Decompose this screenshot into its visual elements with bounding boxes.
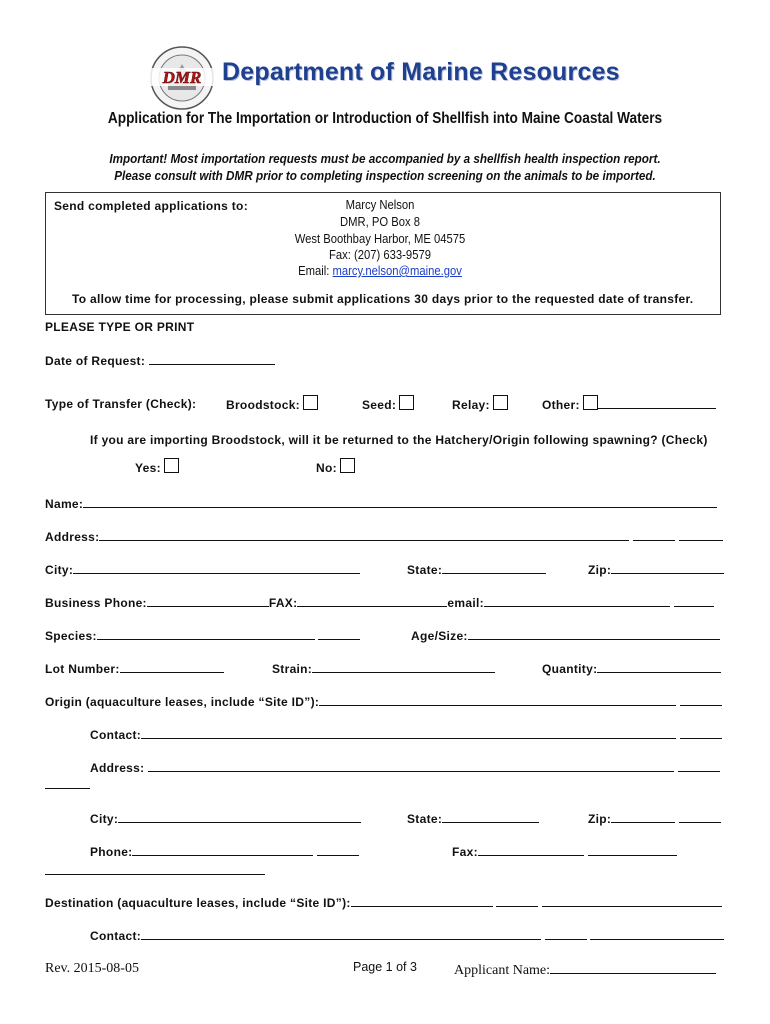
- origin-address-continuation[interactable]: [45, 776, 90, 794]
- transfer-type-label: Type of Transfer (Check):: [45, 397, 197, 411]
- send-to-label: Send completed applications to:: [54, 199, 248, 213]
- strain-row: Strain:: [272, 661, 495, 676]
- species-input-2[interactable]: [318, 628, 360, 640]
- origin-phone-continuation[interactable]: [45, 862, 265, 880]
- origin-fax-row: Fax:: [452, 844, 677, 859]
- origin-city-input[interactable]: [118, 811, 361, 823]
- contact-email-link[interactable]: marcy.nelson@maine.gov: [332, 264, 462, 278]
- origin-fax-input[interactable]: [478, 844, 584, 856]
- broodstock-checkbox[interactable]: [303, 395, 318, 410]
- origin-input[interactable]: [319, 694, 676, 706]
- destination-contact-input-2[interactable]: [545, 928, 587, 940]
- business-phone-input[interactable]: [147, 595, 269, 607]
- origin-address-row: Address:: [90, 760, 720, 775]
- destination-contact-input[interactable]: [141, 928, 541, 940]
- yes-option: Yes:: [135, 458, 179, 475]
- destination-contact-row: Contact:: [90, 928, 724, 943]
- dmr-seal-logo: [148, 44, 216, 112]
- origin-row: Origin (aquaculture leases, include “Site ID”):: [45, 694, 722, 709]
- contact-fax: Fax: (207) 633-9579: [329, 248, 431, 262]
- origin-state-input[interactable]: [442, 811, 539, 823]
- zip-input[interactable]: [611, 562, 724, 574]
- lot-number-input[interactable]: [120, 661, 224, 673]
- origin-contact-input-2[interactable]: [680, 727, 722, 739]
- business-phone-row: Business Phone: FAX: email:: [45, 595, 714, 610]
- date-of-request-row: Date of Request:: [45, 353, 275, 368]
- no-checkbox[interactable]: [340, 458, 355, 473]
- origin-address-input-2[interactable]: [678, 760, 720, 772]
- origin-zip-input[interactable]: [611, 811, 675, 823]
- age-size-input[interactable]: [468, 628, 720, 640]
- origin-phone-input[interactable]: [132, 844, 313, 856]
- origin-address-input[interactable]: [148, 760, 674, 772]
- applicant-name-row: Applicant Name:: [454, 961, 716, 979]
- other-input[interactable]: [598, 397, 716, 409]
- strain-input[interactable]: [312, 661, 495, 673]
- contact-po-box: DMR, PO Box 8: [339, 215, 421, 229]
- contact-name: Marcy Nelson: [345, 198, 415, 212]
- broodstock-option: Broodstock:: [226, 395, 318, 412]
- relay-checkbox[interactable]: [493, 395, 508, 410]
- broodstock-question: If you are importing Broodstock, will it be returned to the Hatchery/Origin following spawning? (Check): [90, 433, 708, 447]
- email-input[interactable]: [484, 595, 670, 607]
- age-size-row: Age/Size:: [411, 628, 720, 643]
- destination-input[interactable]: [351, 895, 493, 907]
- origin-input-2[interactable]: [680, 694, 722, 706]
- seed-checkbox[interactable]: [399, 395, 414, 410]
- origin-zip-input-2[interactable]: [679, 811, 721, 823]
- other-checkbox[interactable]: [583, 395, 598, 410]
- origin-contact-input[interactable]: [141, 727, 676, 739]
- state-row: State:: [407, 562, 546, 577]
- seed-option: Seed:: [362, 395, 414, 412]
- fax-input[interactable]: [297, 595, 447, 607]
- processing-note: To allow time for processing, please submit applications 30 days prior to the requested date of transfer.: [72, 292, 694, 306]
- email-input-2[interactable]: [674, 595, 714, 607]
- destination-row: Destination (aquaculture leases, include “Site ID”):: [45, 895, 722, 910]
- revision-label: Rev. 2015-08-05: [45, 961, 139, 976]
- origin-fax-input-2[interactable]: [588, 844, 677, 856]
- lot-number-row: Lot Number:: [45, 661, 224, 676]
- destination-contact-input-3[interactable]: [590, 928, 724, 940]
- destination-input-2[interactable]: [496, 895, 538, 907]
- date-of-request-input[interactable]: [149, 353, 275, 365]
- relay-option: Relay:: [452, 395, 508, 412]
- quantity-input[interactable]: [597, 661, 721, 673]
- address-input-3[interactable]: [679, 529, 723, 541]
- state-input[interactable]: [442, 562, 546, 574]
- other-option: Other:: [542, 395, 716, 412]
- logo-dmr-text: DMR: [162, 68, 202, 87]
- city-row: City:: [45, 562, 360, 577]
- destination-input-3[interactable]: [542, 895, 722, 907]
- important-notice-line2: Please consult with DMR prior to completing inspection screening on the animals to be imported.: [114, 168, 656, 183]
- species-row: Species:: [45, 628, 360, 643]
- city-input[interactable]: [73, 562, 360, 574]
- type-or-print: PLEASE TYPE OR PRINT: [45, 320, 195, 334]
- address-input-2[interactable]: [633, 529, 675, 541]
- origin-phone-input-2[interactable]: [317, 844, 359, 856]
- contact-email-line: Email: marcy.nelson@maine.gov: [298, 264, 462, 278]
- address-row: Address:: [45, 529, 723, 544]
- species-input[interactable]: [97, 628, 315, 640]
- page-number: Page 1 of 3: [353, 960, 417, 974]
- origin-zip-row: Zip:: [588, 811, 721, 826]
- important-notice-line1: Important! Most importation requests must be accompanied by a shellfish health inspection report.: [109, 151, 661, 166]
- yes-checkbox[interactable]: [164, 458, 179, 473]
- origin-state-row: State:: [407, 811, 539, 826]
- name-input[interactable]: [83, 496, 717, 508]
- quantity-row: Quantity:: [542, 661, 721, 676]
- contact-city: West Boothbay Harbor, ME 04575: [294, 232, 466, 246]
- address-input[interactable]: [99, 529, 629, 541]
- no-option: No:: [316, 458, 355, 475]
- origin-contact-row: Contact:: [90, 727, 722, 742]
- origin-phone-row: Phone:: [90, 844, 359, 859]
- zip-row: Zip:: [588, 562, 724, 577]
- department-title: Department of Marine Resources: [222, 58, 620, 86]
- name-row: Name:: [45, 496, 717, 511]
- application-title: Application for The Importation or Introduction of Shellfish into Maine Coastal Waters: [107, 110, 663, 127]
- applicant-name-input[interactable]: [550, 961, 716, 974]
- origin-city-row: City:: [90, 811, 361, 826]
